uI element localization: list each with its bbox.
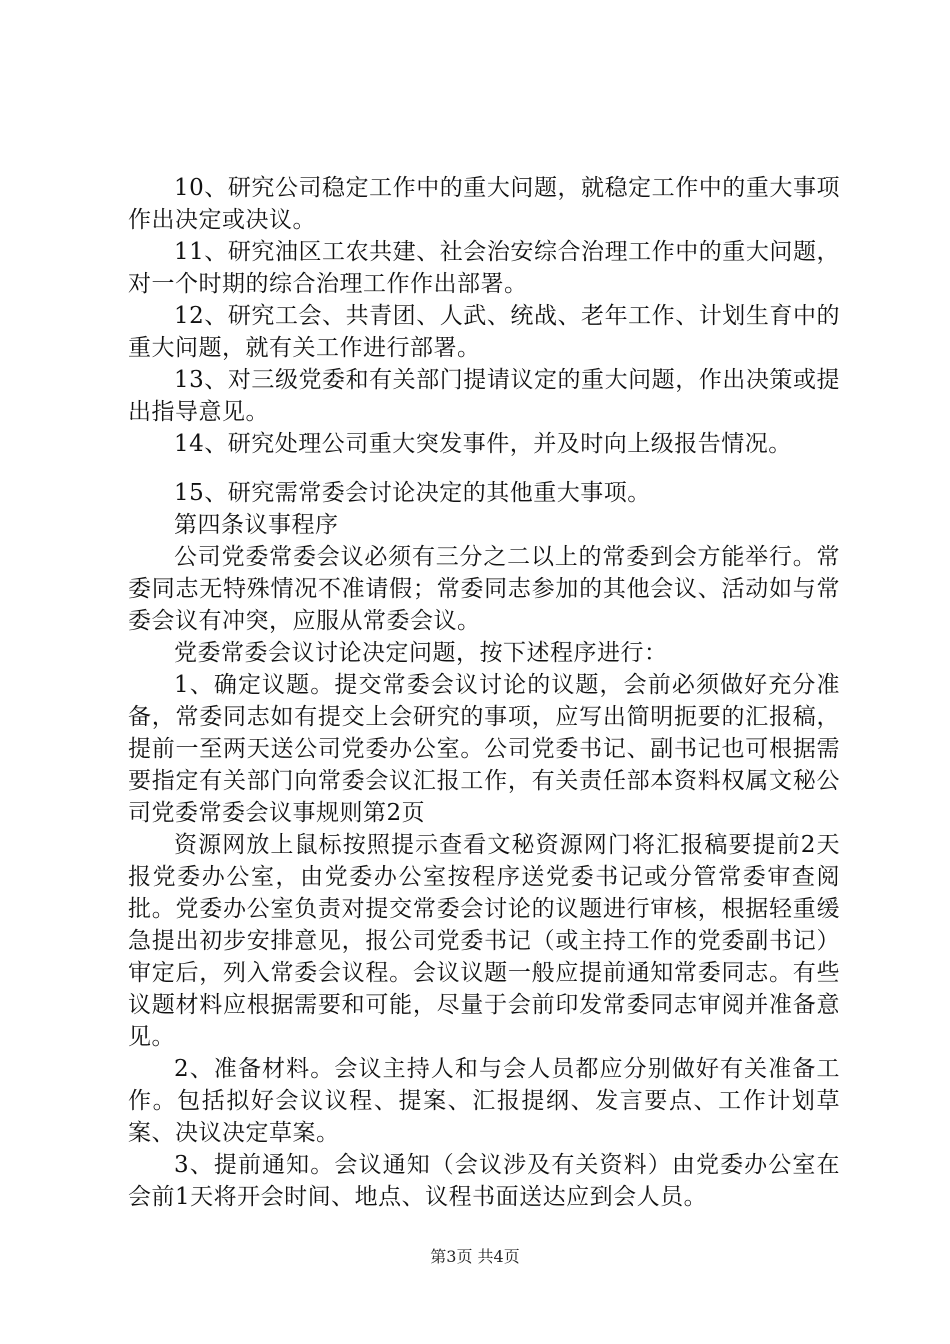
paragraph-step-3: 3、提前通知。会议通知（会议涉及有关资料）由党委办公室在会前1天将开会时间、地点、议程书面送达应到会人员。 bbox=[128, 1152, 840, 1210]
paragraph-item-12: 12、研究工会、共青团、人武、统战、老年工作、计划生育中的重大问题，就有关工作进行部署。 bbox=[128, 303, 840, 361]
paragraph-item-15: 15、研究需常委会讨论决定的其他重大事项。 bbox=[174, 480, 651, 506]
paragraph-item-11: 11、研究油区工农共建、社会治安综合治理工作中的重大问题，对一个时期的综合治理工作作出部署。 bbox=[128, 239, 840, 297]
paragraph-item-13: 13、对三级党委和有关部门提请议定的重大问题，作出决策或提出指导意见。 bbox=[128, 367, 840, 425]
paragraph-procedure-intro: 党委常委会议讨论决定问题，按下述程序进行： bbox=[174, 640, 668, 666]
paragraph-step-1-continued: 资源网放上鼠标按照提示查看文秘资源网门将汇报稿要提前2天报党委办公室，由党委办公室按程序送党委书记或分管常委审查阅批。党委办公室负责对提交常委会讨论的议题进行审核，根据轻重缓急提出初步安排意见，报公司党委书记（或主持工作的党委副书记）审定后，列入常委会议程。会议议题一般应提前通知常委同志。有些议题材料应根据需要和可能，尽量于会前印发常委同志审阅并准备意见。 bbox=[128, 832, 840, 1050]
page-number-footer: 第3页 共4页 bbox=[430, 1247, 520, 1266]
paragraph-quorum: 公司党委常委会议必须有三分之二以上的常委到会方能举行。常委同志无特殊情况不准请假；常委同志参加的其他会议、活动如与常委会议有冲突，应服从常委会议。 bbox=[128, 544, 840, 634]
section-heading: 第四条议事程序 bbox=[174, 512, 339, 538]
paragraph-step-1: 1、确定议题。提交常委会议讨论的议题，会前必须做好充分准备，常委同志如有提交上会研究的事项，应写出简明扼要的汇报稿，提前一至两天送公司党委办公室。公司党委书记、副书记也可根据需要指定有关部门向常委会议汇报工作，有关责任部本资料权属文秘公司党委常委会议事规则第2页 bbox=[128, 672, 840, 826]
paragraph-item-14: 14、研究处理公司重大突发事件，并及时向上级报告情况。 bbox=[174, 431, 792, 457]
paragraph-item-10: 10、研究公司稳定工作中的重大问题，就稳定工作中的重大事项作出决定或决议。 bbox=[128, 175, 840, 233]
document-body bbox=[128, 172, 840, 1213]
paragraph-step-2: 2、准备材料。会议主持人和与会人员都应分别做好有关准备工作。包括拟好会议议程、提案、汇报提纲、发言要点、工作计划草案、决议决定草案。 bbox=[128, 1056, 840, 1146]
